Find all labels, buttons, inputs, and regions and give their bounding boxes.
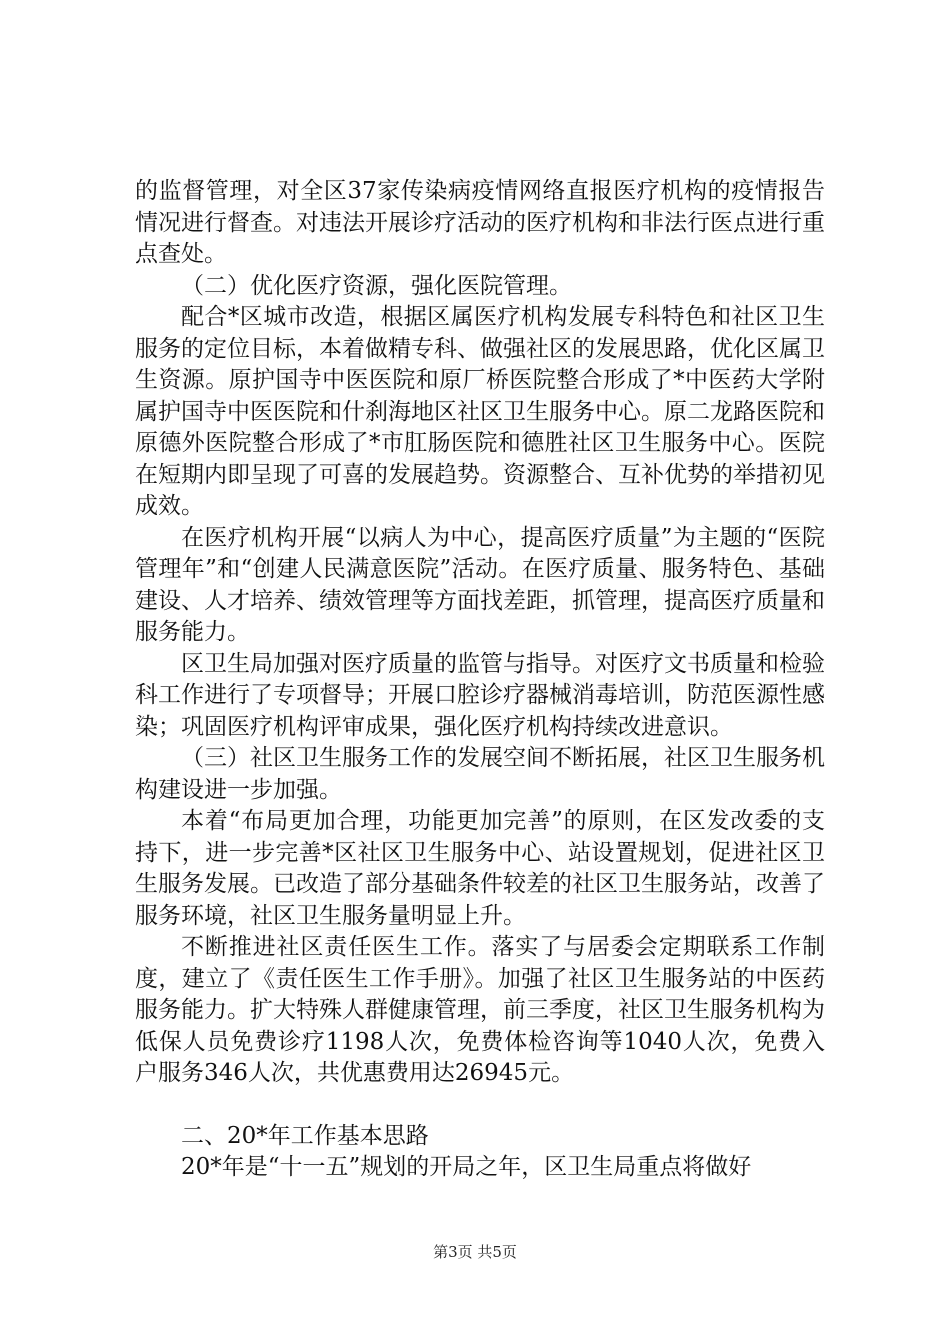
subheading-optimize-resources: （二）优化医疗资源，强化医院管理。 bbox=[181, 272, 572, 299]
paragraph-community-layout: 本着“布局更加合理，功能更加完善”的原则，在区发改委的支持下，进一步完善*区社区卫生服务中心、站设置规划，促进社区卫生服务发展。已改造了部分基础条件较差的社区卫生服务站，改善了服务环境，社区卫生服务量明显上升。 bbox=[135, 808, 825, 929]
paragraph-resource-integration: 配合*区城市改造，根据区属医疗机构发展专科特色和社区卫生服务的定位目标，本着做精专科、做强社区的发展思路，优化区属卫生资源。原护国寺中医医院和原厂桥医院整合形成了*中医药大学附属护国寺中医医院和什刹海地区社区卫生服务中心。原二龙路医院和原德外医院整合形成了*市肛肠医院和德胜社区卫生服务中心。医院在短期内即呈现了可喜的发展趋势。资源整合、互补优势的举措初见成效。 bbox=[135, 304, 825, 519]
page-number-footer: 第3页 共5页 bbox=[433, 1243, 517, 1261]
paragraph-work-plan-intro: 20*年是“十一五”规划的开局之年，区卫生局重点将做好 bbox=[181, 1154, 752, 1180]
paragraph-continuation: 的监督管理，对全区37家传染病疫情网络直报医疗机构的疫情报告情况进行督查。对违法开展诊疗活动的医疗机构和非法行医点进行重点查处。 bbox=[135, 178, 825, 267]
subheading-community-health: （三）社区卫生服务工作的发展空间不断拓展，社区卫生服务机构建设进一步加强。 bbox=[135, 745, 825, 803]
paragraph-quality-supervision: 区卫生局加强对医疗质量的监管与指导。对医疗文书质量和检验科工作进行了专项督导；开展口腔诊疗器械消毒培训，防范医源性感染；巩固医疗机构评审成果，强化医疗机构持续改进意识。 bbox=[135, 650, 825, 740]
paragraph-responsible-doctor: 不断推进社区责任医生工作。落实了与居委会定期联系工作制度，建立了《责任医生工作手册》。加强了社区卫生服务站的中医药服务能力。扩大特殊人群健康管理，前三季度，社区卫生服务机构为低保人员免费诊疗1198人次，免费体检咨询等1040人次，免费入户服务346人次，共优惠费用达26945元。 bbox=[135, 934, 825, 1086]
document-body bbox=[135, 176, 825, 1184]
section-heading-work-plan: 二、20*年工作基本思路 bbox=[181, 1122, 429, 1149]
paragraph-hospital-management-year: 在医疗机构开展“以病人为中心，提高医疗质量”为主题的“医院管理年”和“创建人民满意医院”活动。在医疗质量、服务特色、基础建设、人才培养、绩效管理等方面找差距，抓管理，提高医疗质量和服务能力。 bbox=[135, 524, 825, 645]
